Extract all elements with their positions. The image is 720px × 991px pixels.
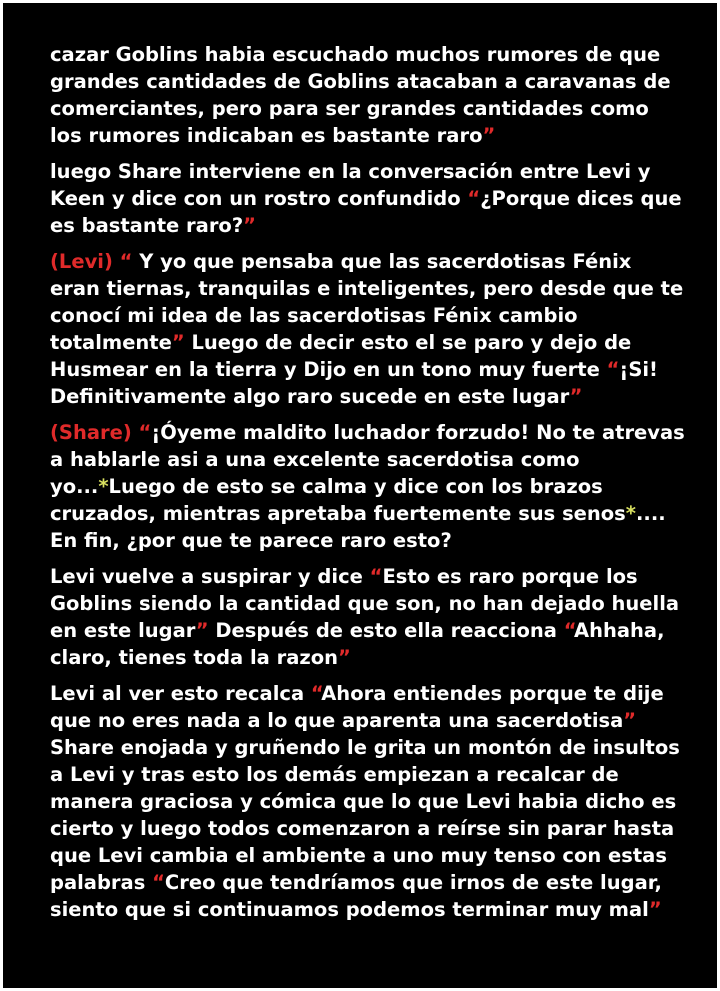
quote-mark: ” [195,619,209,642]
narration-text: luego Share interviene en la conversación entre Levi y Keen y dice con un rostro confundido [50,160,651,210]
quote-mark: “ [131,421,152,444]
speaker-label: (Share) [50,421,132,444]
asterisk-mark: * [625,502,636,525]
quote-mark: “ [310,682,322,705]
quote-mark: ” [569,385,583,408]
dialogue-text: Esto es raro porque los Goblins siendo la cantidad que son, no han dejado huella en este lugar [50,565,680,642]
speaker-label: (Levi) [50,250,113,273]
dialogue-text: ¡Óyeme maldito luchador forzudo! No te atrevas a hablarle asi a una excelente sacerdotisa como yo... [50,421,685,498]
paragraph-1 [50,41,685,149]
paragraph-6 [50,680,685,923]
quote-mark: ” [243,214,256,237]
narration-text: Levi vuelve a suspirar y dice [50,565,370,588]
narration-text: Levi al ver esto recalca [50,682,311,705]
dialogue-text: Ahhaha, claro, tienes toda la razon [50,619,665,669]
dialogue-text: ¿Porque dices que es bastante raro? [50,187,682,237]
paragraph-5 [50,563,685,671]
paragraph-3 [50,248,685,410]
quote-mark: ” [171,331,185,354]
quote-mark: ” [338,646,351,669]
quote-mark: “ [152,871,165,894]
dialogue-text: ¡Si! Definitivamente algo raro sucede en este lugar [50,358,658,408]
story-text [50,41,685,932]
paragraph-2 [50,158,685,239]
dialogue-text: .... En fin, ¿por que te parece raro esto? [50,502,666,552]
quote-mark: “ [369,565,383,588]
narration-text: cazar Goblins habia escuchado muchos rumores de que grandes cantidades de Goblins atacaban a caravanas de comerciantes, pero para ser grandes cantidades como los rumores indicaban es bastante raro [50,43,671,147]
quote-mark: “ [606,358,620,381]
dialogue-text: Ahora entiendes porque te dije que no eres nada a lo que aparenta una sacerdotisa [50,682,664,732]
quote-mark: “ [467,187,481,210]
paragraph-4 [50,419,685,554]
narration-text: Después de esto ella reacciona [208,619,564,642]
quote-mark: “ [563,619,575,642]
dialogue-text: Y yo que pensaba que las sacerdotisas Fénix eran tiernas, tranquilas e inteligentes, pero desde que te conocí mi idea de las sacerdotisas Fénix cambio totalmente [50,250,684,354]
narration-text: Luego de decir esto el se paro y dejo de Husmear en la tierra y Dijo en un tono muy fuerte [50,331,632,381]
quote-mark: ” [648,898,662,921]
asterisk-mark: * [98,475,109,498]
narration-text: Share enojada y gruñendo le grita un montón de insultos a Levi y tras esto los demás empiezan a recalcar de manera graciosa y cómica que lo que Levi habia dicho es cierto y luego todos comenzaron a reírse sin parar hasta que Levi cambia el ambiente a uno muy tenso con estas palabras [50,736,680,894]
quote-mark: ” [623,709,637,732]
quote-mark: “ [112,250,133,273]
dialogue-text: Creo que tendríamos que irnos de este lugar, siento que si continuamos podemos terminar muy mal [50,871,662,921]
quote-mark: ” [482,124,496,147]
action-text: Luego de esto se calma y dice con los brazos cruzados, mientras apretaba fuertemente sus senos [50,475,626,525]
